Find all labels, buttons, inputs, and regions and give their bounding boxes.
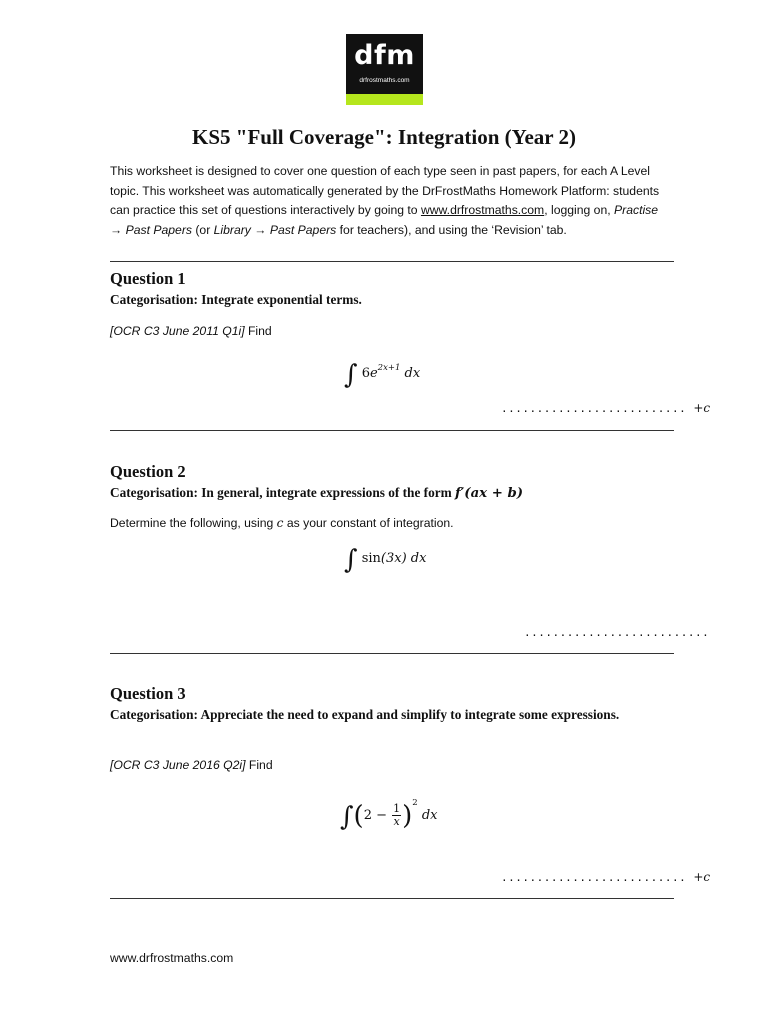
intro-paragraph xyxy=(110,162,670,240)
formula-dx: dx xyxy=(404,366,421,381)
plus-c: +c xyxy=(693,401,711,415)
drfrostmaths-link[interactable]: www.drfrostmaths.com xyxy=(420,203,545,217)
divider xyxy=(110,898,674,899)
intro-arrow-2: → xyxy=(250,222,270,237)
footer-url: www.drfrostmaths.com xyxy=(110,951,234,965)
intro-text-3: (or xyxy=(191,222,214,237)
logo-green-bar xyxy=(346,94,423,105)
formula-argument: (3x) xyxy=(380,551,407,566)
question-3-source: [OCR C3 June 2016 Q2i] xyxy=(110,758,246,772)
formula-coefficient: 6 xyxy=(361,366,370,381)
intro-arrow-1: → xyxy=(110,222,126,237)
formula-dx: dx xyxy=(410,551,427,566)
fraction xyxy=(392,803,401,828)
question-1-formula xyxy=(344,358,421,390)
formula-dx: dx xyxy=(421,808,438,823)
intro-text-1: This worksheet is designed to cover one question of each type seen in past papers, for each A Level topic. This worksheet was automatically generated by the DrFrostMaths Homework Platform: students can practice this set of questions interactively by going to xyxy=(110,164,660,217)
question-2-prompt-after: as your constant of integration. xyxy=(283,516,454,530)
question-1-source: [OCR C3 June 2011 Q1i] xyxy=(110,324,245,338)
question-3-find: Find xyxy=(245,758,273,772)
question-1-heading: Question 1 xyxy=(110,269,186,288)
question-3-answer-line xyxy=(501,869,710,886)
dfm-logo xyxy=(346,34,423,105)
question-2-categorisation xyxy=(110,484,670,503)
question-2-prompt xyxy=(110,515,454,531)
intro-text-2: , logging on, xyxy=(544,203,615,217)
fraction-denominator: x xyxy=(393,815,400,828)
formula-exponent: 2x+1 xyxy=(377,363,401,373)
intro-past-papers-1: Past Papers xyxy=(125,222,192,237)
right-paren: ) xyxy=(402,801,413,831)
question-1-categorisation: Categorisation: Integrate exponential terms. xyxy=(110,292,362,307)
answer-dots: .......................... xyxy=(501,871,687,884)
intro-past-papers-2: Past Papers xyxy=(269,222,337,237)
question-2-formula xyxy=(344,545,427,575)
question-3-heading: Question 3 xyxy=(110,684,186,703)
divider xyxy=(110,261,674,262)
logo-letters: dfm xyxy=(354,40,415,71)
question-2-categorisation-text: Categorisation: In general, integrate expressions of the form xyxy=(110,485,456,500)
question-3-categorisation: Categorisation: Appreciate the need to expand and simplify to integrate some expressions. xyxy=(110,707,620,722)
answer-dots: .......................... xyxy=(501,402,687,415)
question-2-answer-line xyxy=(524,625,709,641)
left-paren: ( xyxy=(353,801,364,831)
question-1-prompt xyxy=(110,323,272,339)
fraction-numerator: 1 xyxy=(393,802,401,815)
intro-practise: Practise xyxy=(614,203,659,217)
formula-two-minus: 2 − xyxy=(363,808,387,823)
question-2-prompt-var: c xyxy=(276,516,284,530)
integral-sign: ∫ xyxy=(340,802,354,832)
integral-sign: ∫ xyxy=(344,545,358,575)
intro-library: Library xyxy=(213,222,251,237)
answer-dots: .......................... xyxy=(524,626,710,639)
question-2-prompt-before: Determine the following, using xyxy=(110,516,277,530)
plus-c: +c xyxy=(693,870,711,884)
question-2-categorisation-math: f′(ax + b) xyxy=(455,486,524,501)
question-1-answer-line xyxy=(501,400,710,417)
formula-function: sin xyxy=(361,551,381,566)
logo-site: drfrostmaths.com xyxy=(359,77,410,84)
formula-base: e xyxy=(369,366,378,381)
question-3-formula xyxy=(340,793,438,832)
worksheet-title: KS5 "Full Coverage": Integration (Year 2) xyxy=(192,125,576,149)
question-1-find: Find xyxy=(244,324,272,338)
integral-sign: ∫ xyxy=(344,360,358,390)
intro-text-4: for teachers), and using the ‘Revision’ tab. xyxy=(336,222,567,237)
formula-power: 2 xyxy=(412,798,418,808)
question-2-heading: Question 2 xyxy=(110,462,186,481)
divider xyxy=(110,653,674,654)
question-3-prompt xyxy=(110,757,273,773)
divider xyxy=(110,430,674,431)
